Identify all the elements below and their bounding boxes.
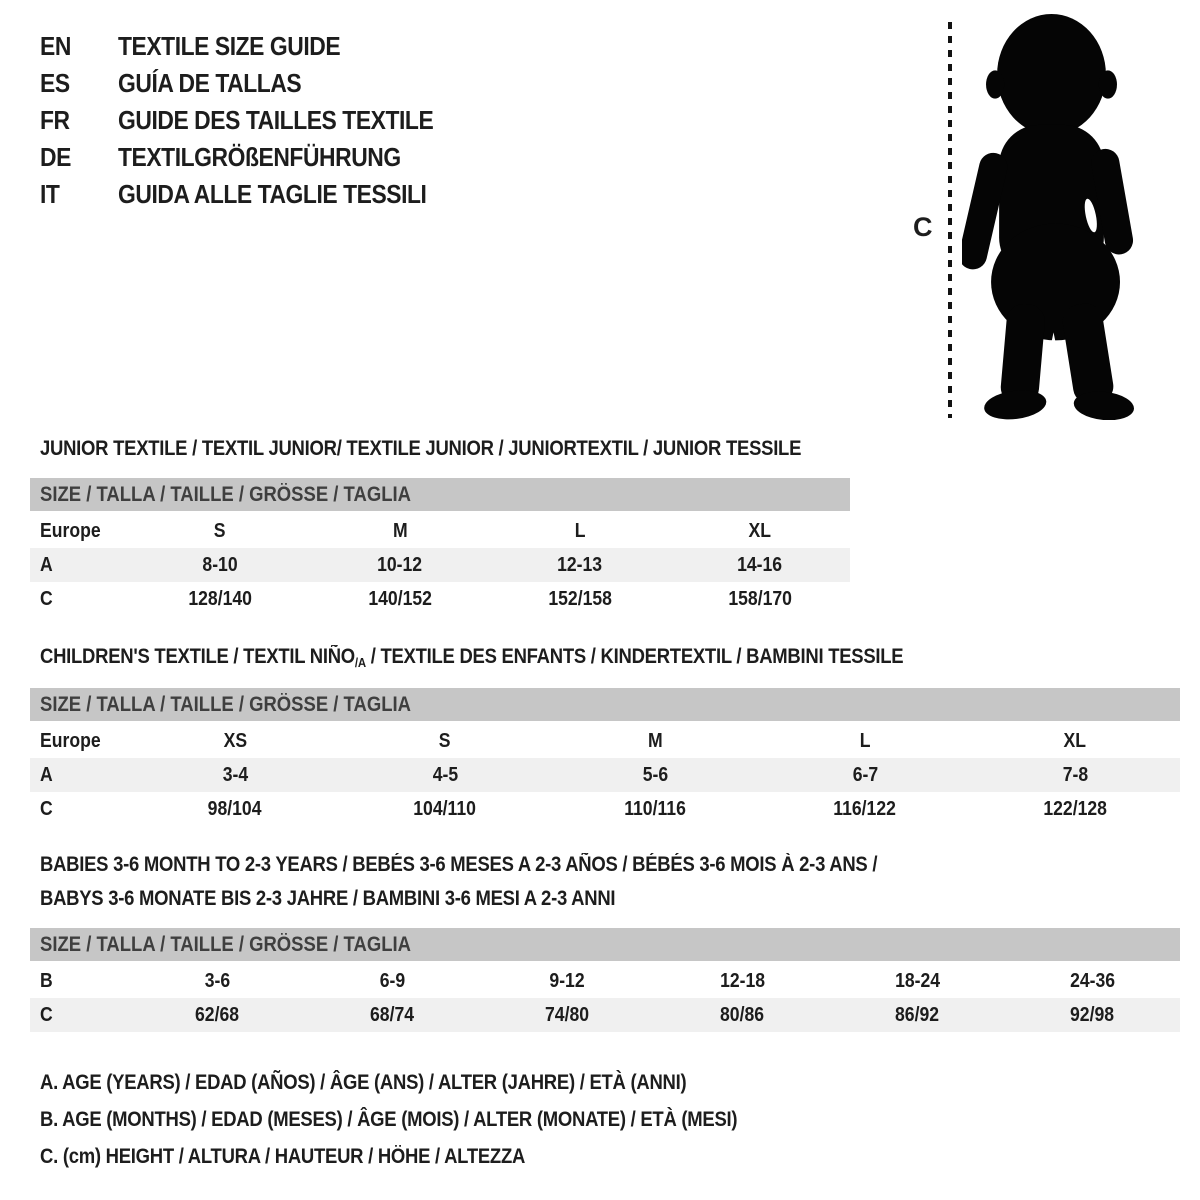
language-code-text: EN [40, 31, 71, 61]
language-code [40, 105, 118, 136]
height-cell [1005, 1004, 1180, 1027]
size-cell-text: XL [1063, 729, 1087, 752]
row-label-text: C [40, 797, 53, 820]
age-cell-text: 5-6 [642, 763, 668, 786]
row-label [30, 588, 130, 611]
footnote-text: C. (cm) HEIGHT / ALTURA / HAUTEUR / HÖHE / ALTEZZA [40, 1144, 526, 1168]
age-cell-text: 14-16 [737, 553, 783, 576]
size-cell [550, 730, 760, 753]
size-header-bar [30, 928, 1180, 961]
title-pre: CHILDREN'S TEXTILE / TEXTIL NIÑO [40, 645, 355, 668]
junior-size-table [30, 478, 850, 616]
guide-title-it: GUIDA ALLE TAGLIE TESSILI [118, 179, 427, 209]
height-cell-text: 116/122 [833, 797, 897, 820]
table-row-age [30, 758, 1180, 792]
junior-table-title-text: JUNIOR TEXTILE / TEXTIL JUNIOR/ TEXTILE JUNIOR / JUNIORTEXTIL / JUNIOR TESSILE [40, 437, 802, 460]
months-cell [130, 970, 305, 993]
babies-title-line1: BABIES 3-6 MONTH TO 2-3 YEARS / BEBÉS 3-6 MESES A 2-3 AÑOS / BÉBÉS 3-6 MOIS À 2-3 ANS / [40, 853, 878, 876]
height-cell-text: 92/98 [1070, 1003, 1115, 1026]
row-label [30, 554, 130, 577]
age-cell [310, 554, 490, 577]
height-cell [655, 1004, 830, 1027]
height-cell [490, 588, 670, 611]
footnote-height-cm [40, 1138, 832, 1175]
height-cell [130, 1004, 305, 1027]
row-label [30, 764, 130, 787]
guide-title-es: GUÍA DE TALLAS [118, 68, 302, 98]
months-cell-text: 9-12 [549, 969, 586, 992]
language-row-fr [40, 102, 476, 139]
height-cell [760, 798, 970, 821]
months-cell [480, 970, 655, 993]
language-code-text: DE [40, 142, 71, 172]
height-cell [340, 798, 550, 821]
row-label [30, 798, 130, 821]
row-label [30, 1004, 130, 1027]
language-row-en [40, 28, 476, 65]
table-row-height [30, 998, 1180, 1032]
row-label-text: Europe [40, 519, 101, 542]
table-row-age [30, 548, 850, 582]
children-table-title-text [40, 640, 903, 680]
guide-title-de: TEXTILGRÖßENFÜHRUNG [118, 142, 401, 172]
months-cell-text: 18-24 [894, 969, 941, 992]
size-cell-text: M [392, 519, 408, 542]
table-row-europe [30, 514, 850, 548]
height-cell [550, 798, 760, 821]
size-cell-text: S [439, 729, 451, 752]
footnote-text: B. AGE (MONTHS) / EDAD (MESES) / ÂGE (MOIS) / ALTER (MONATE) / ETÀ (MESI) [40, 1107, 738, 1131]
height-cell-text: 158/170 [728, 587, 792, 610]
babies-title-line2: BABYS 3-6 MONATE BIS 2-3 JAHRE / BAMBINI 3-6 MESI A 2-3 ANNI [40, 887, 616, 910]
size-header-text: SIZE / TALLA / TAILLE / GRÖSSE / TAGLIA [40, 482, 411, 506]
months-cell-text: 24-36 [1069, 969, 1116, 992]
size-cell-text: M [647, 729, 663, 752]
height-cell [670, 588, 850, 611]
height-cell-text: 140/152 [368, 587, 432, 610]
size-cell [970, 730, 1180, 753]
language-row-de [40, 139, 476, 176]
age-cell [130, 764, 340, 787]
language-row-es [40, 65, 476, 102]
months-cell-text: 12-18 [719, 969, 766, 992]
height-cell [305, 1004, 480, 1027]
size-header-text: SIZE / TALLA / TAILLE / GRÖSSE / TAGLIA [40, 932, 411, 956]
height-cell-text: 128/140 [188, 587, 252, 610]
size-cell [760, 730, 970, 753]
junior-table-title [40, 432, 905, 466]
row-label [30, 970, 130, 993]
height-cell [970, 798, 1180, 821]
row-label [30, 730, 130, 753]
row-label-text: A [40, 553, 53, 576]
size-cell-text: XS [223, 729, 247, 752]
footnote-age-years [40, 1064, 832, 1101]
table-row-height [30, 792, 1180, 826]
height-cell-text: 110/116 [624, 797, 686, 820]
height-cell [310, 588, 490, 611]
size-cell [130, 520, 310, 543]
guide-title-fr: GUIDE DES TAILLES TEXTILE [118, 105, 434, 135]
row-label-text: C [40, 587, 53, 610]
row-label-text: B [40, 969, 53, 992]
size-cell [490, 520, 670, 543]
legend-footnotes [40, 1064, 832, 1175]
months-cell-text: 3-6 [204, 969, 231, 992]
age-cell-text: 10-12 [377, 553, 423, 576]
size-cell-text: XL [748, 519, 772, 542]
language-row-it [40, 176, 476, 213]
table-row-height [30, 582, 850, 616]
height-cell-text: 80/86 [720, 1003, 765, 1026]
language-title-list [40, 28, 476, 213]
age-cell-text: 8-10 [202, 553, 238, 576]
children-size-table [30, 688, 1180, 826]
months-cell [305, 970, 480, 993]
height-cell-text: 98/104 [208, 797, 262, 820]
months-cell-text: 6-9 [379, 969, 406, 992]
language-code-text: FR [40, 105, 70, 135]
age-cell [550, 764, 760, 787]
months-cell [1005, 970, 1180, 993]
title-post: / TEXTILE DES ENFANTS / KINDERTEXTIL / BAMBINI TESSILE [365, 645, 904, 668]
height-cell-text: 62/68 [195, 1003, 240, 1026]
size-cell [310, 520, 490, 543]
months-cell [830, 970, 1005, 993]
height-cell [480, 1004, 655, 1027]
size-cell-text: L [574, 519, 586, 542]
footnote-text: A. AGE (YEARS) / EDAD (AÑOS) / ÂGE (ANS) / ALTER (JAHRE) / ETÀ (ANNI) [40, 1070, 687, 1094]
table-row-europe [30, 724, 1180, 758]
height-cell-text: 68/74 [370, 1003, 415, 1026]
age-cell [970, 764, 1180, 787]
language-code [40, 142, 118, 173]
size-cell-text: L [859, 729, 871, 752]
row-label-text: Europe [40, 729, 101, 752]
size-cell [130, 730, 340, 753]
height-cell-text: 122/128 [1043, 797, 1107, 820]
baby-toddler-silhouette-icon [962, 12, 1140, 420]
age-cell-text: 12-13 [557, 553, 603, 576]
age-cell-text: 3-4 [222, 763, 248, 786]
footnote-age-months [40, 1101, 832, 1138]
age-cell-text: 7-8 [1062, 763, 1088, 786]
title-subscript: /A [354, 655, 366, 670]
row-label-text: C [40, 1003, 53, 1026]
height-cell-text: 152/158 [548, 587, 612, 610]
age-cell [490, 554, 670, 577]
size-header-bar [30, 688, 1180, 721]
height-cell-text: 74/80 [545, 1003, 590, 1026]
language-code [40, 179, 118, 210]
language-code-text: ES [40, 68, 70, 98]
language-code [40, 68, 118, 99]
size-cell-text: S [214, 519, 226, 542]
row-label-text: A [40, 763, 53, 786]
language-code [40, 31, 118, 62]
size-header-bar [30, 478, 850, 511]
height-cell [130, 588, 310, 611]
children-table-title [40, 640, 1021, 680]
height-cell-text: 86/92 [895, 1003, 940, 1026]
age-cell [670, 554, 850, 577]
months-cell [655, 970, 830, 993]
size-cell [670, 520, 850, 543]
babies-table-title [40, 848, 991, 916]
table-row-months [30, 964, 1180, 998]
size-header-text: SIZE / TALLA / TAILLE / GRÖSSE / TAGLIA [40, 692, 411, 716]
age-cell [760, 764, 970, 787]
height-cell [130, 798, 340, 821]
height-measure-dashed-line [948, 22, 952, 418]
age-cell-text: 4-5 [432, 763, 458, 786]
babies-size-table [30, 928, 1180, 1032]
measure-label-c: C [913, 212, 933, 242]
height-cell-text: 104/110 [413, 797, 477, 820]
age-cell [340, 764, 550, 787]
row-label [30, 520, 130, 543]
guide-title-en: TEXTILE SIZE GUIDE [118, 31, 341, 61]
language-code-text: IT [40, 179, 60, 209]
age-cell [130, 554, 310, 577]
size-cell [340, 730, 550, 753]
height-cell [830, 1004, 1005, 1027]
age-cell-text: 6-7 [852, 763, 878, 786]
